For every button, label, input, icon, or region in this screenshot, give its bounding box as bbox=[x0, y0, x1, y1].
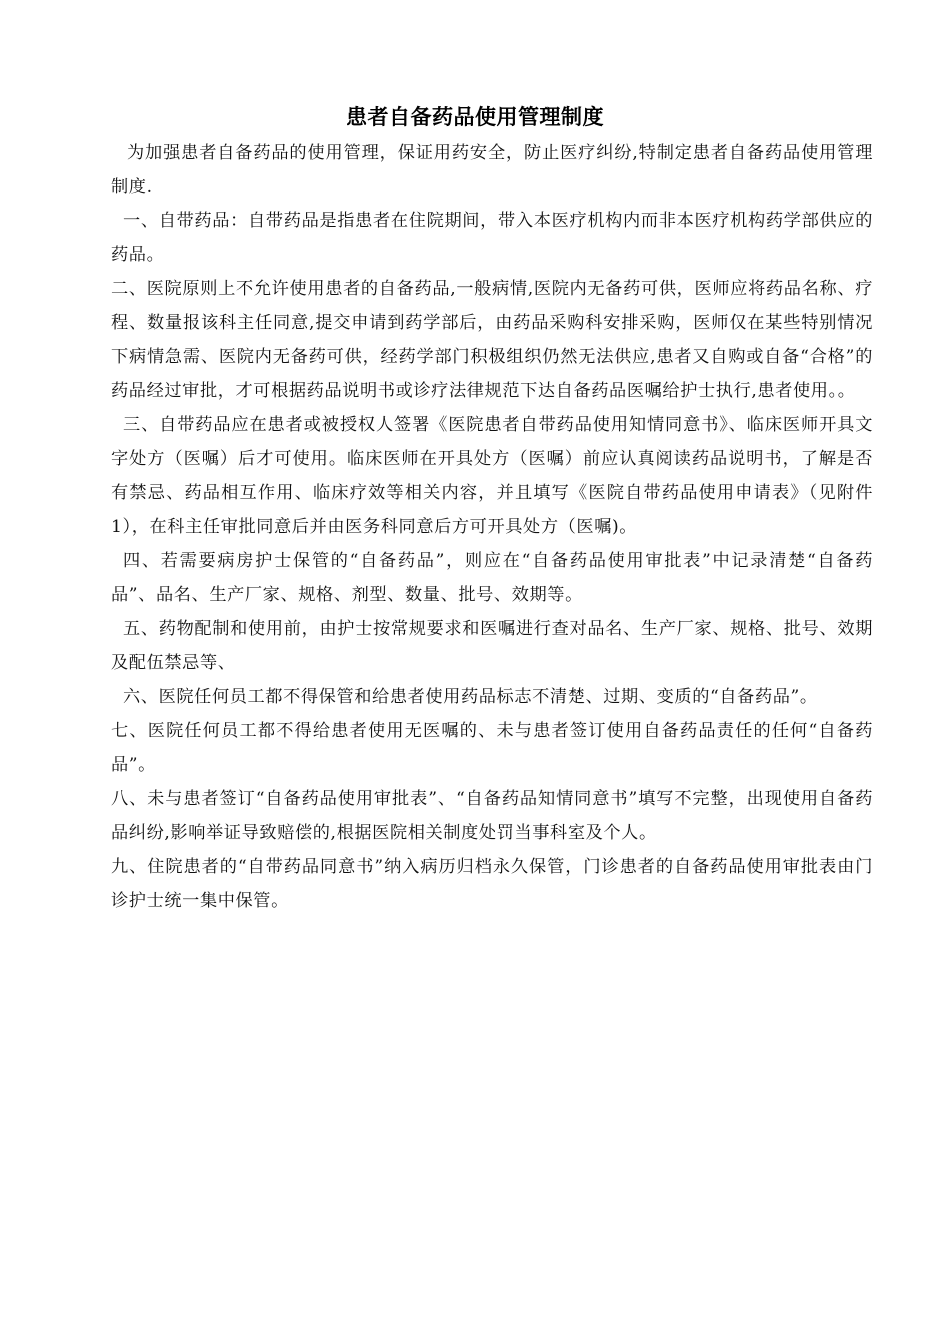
clause-3-paragraph: 三、自带药品应在患者或被授权人签署《医院患者自带药品使用知情同意书》、临床医师开具文字处方（医嘱）后才可使用。临床医师在开具处方（医嘱）前应认真阅读药品说明书，了解是否有禁忌、药品相互作用、临床疗效等相关内容，并且填写《医院自带药品使用申请表》（见附件1），在科主任审批同意后并由医务科同意后方可开具处方（医嘱)。 bbox=[111, 415, 873, 537]
clause-5-paragraph: 五、药物配制和使用前，由护士按常规要求和医嘱进行查对品名、生产厂家、规格、批号、效期及配伍禁忌等、 bbox=[111, 619, 873, 673]
clause-2-paragraph: 二、医院原则上不允许使用患者的自备药品,一般病情,医院内无备药可供，医师应将药品名称、疗程、数量报该科主任同意,提交申请到药学部后，由药品采购科安排采购，医师仅在某些特别情况下病情急需、医院内无备药可供，经药学部门积极组织仍然无法供应,患者又自购或自备“合格”的药品经过审批，才可根据药品说明书或诊疗法律规范下达自备药品医嘱给护士执行,患者使用。。 bbox=[111, 279, 873, 401]
clause-1-paragraph: 一、自带药品：自带药品是指患者在住院期间，带入本医疗机构内而非本医疗机构药学部供应的药品。 bbox=[111, 211, 873, 265]
clause-4-paragraph: 四、若需要病房护士保管的“自备药品”，则应在“自备药品使用审批表”中记录清楚“自备药品”、品名、生产厂家、规格、剂型、数量、批号、效期等。 bbox=[111, 551, 873, 605]
intro-paragraph: 为加强患者自备药品的使用管理，保证用药安全，防止医疗纠纷,特制定患者自备药品使用管理制度. bbox=[111, 143, 873, 197]
clause-7-paragraph: 七、医院任何员工都不得给患者使用无医嘱的、未与患者签订使用自备药品责任的任何“自备药品”。 bbox=[111, 721, 873, 775]
document-body bbox=[111, 136, 873, 918]
clause-9-paragraph: 九、住院患者的“自带药品同意书”纳入病历归档永久保管，门诊患者的自备药品使用审批表由门诊护士统一集中保管。 bbox=[111, 857, 873, 911]
clause-6-paragraph: 六、医院任何员工都不得保管和给患者使用药品标志不清楚、过期、变质的“自备药品”。 bbox=[123, 687, 818, 707]
clause-8-paragraph: 八、未与患者签订“自备药品使用审批表”、“自备药品知情同意书”填写不完整，出现使用自备药品纠纷,影响举证导致赔偿的,根据医院相关制度处罚当事科室及个人。 bbox=[111, 789, 873, 843]
document-title: 患者自备药品使用管理制度 bbox=[346, 105, 604, 129]
